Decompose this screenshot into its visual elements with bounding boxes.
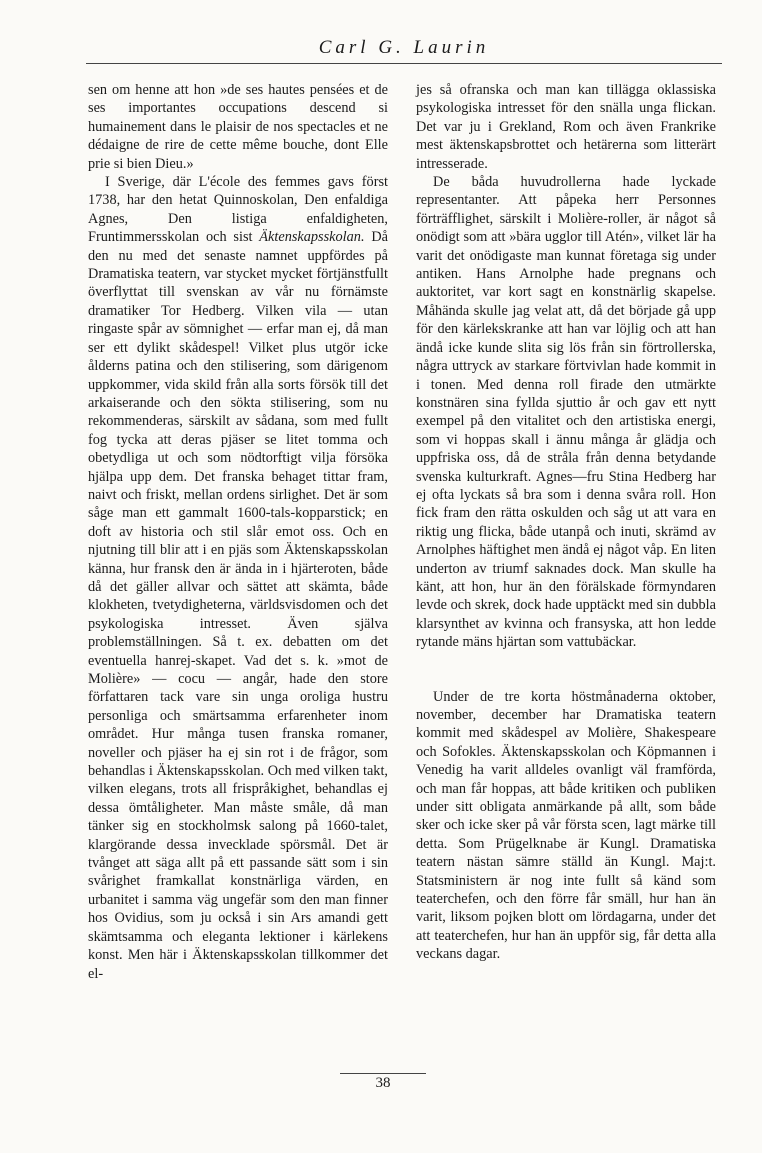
left-paragraph-2-text-a: I Sverige, där L'école des femmes gavs först 1738, har den hetat Quinnoskolan, Den enfaldiga Agnes, Den listiga enfaldigheten, Fruntimmersskolan och sist [88,174,388,246]
footer-rule [340,1073,426,1074]
left-paragraph-2 [88,173,388,983]
play-title-emphasis: Äktenskapsskolan. [259,229,365,246]
right-column [416,81,716,964]
right-paragraph-1: jes så ofranska och man kan tillägga oklassiska psykologiska intresset för den snälla unga flickan. Det var ju i Grekland, Rom och även Frankrike mest äktenskapsbrottet och hetärerna som litterärt intresserade. [416,82,716,172]
left-paragraph-2-text-b: Då den nu med det senaste namnet uppfördes på Dramatiska teatern, var stycket mycket förtjänstfullt överflyttat till svenskan av vår nu förnämste dramatiker Tor Hedberg. Vilken vila — utan ringaste spår av sömnighet — erfar man ej, då man ser ett dylikt skådespel! Vilket plus utgör icke ålderns patina och den stilisering, som därigenom uppkommer, vida skild från alla sorts försök till det arkaiserande och den sökta stilisering, som nu rekommenderas, särskilt av sådana, som med fullt fog tycka att deras pjäser se litet tomma och obetydliga ut och som nödtorftigt vilja försöka hjälpa upp dem. Det franska behaget tittar fram, naivt och friskt, mellan ordens sirlighet. Det är som såge man ett gammalt 1600-tals-kopparstick; en doft av historia och stil slår emot oss. Och en njutning till blir att i en pjäs som Äktenskapsskolan känna, hur fransk den är ända in i hjärteroten, både då det gäller allvar och sättet att skämta, både klokheten, tvetydigheterna, världsvisdomen och det psykologiska intresset. Även själva problemställningen. Så t. ex. debatten om det eventuella hanrej-skapet. Vad det s. k. »mot de Molière» — cocu — angår, hade den store författaren tack vare sin unga oroliga hustru personliga och smärtsamma erfarenheter inom området. Hur många tusen franska romaner, noveller och pjäser ha ej sin rot i de frågor, som behandlas i Äktenskapsskolan. Och med vilken takt, vilken elegans, trots all frispråkighet, behandlas ej dessa ömtåligheter. Man måste småle, då man tänker sig en stockholmsk salong på 1660-talet, klargörande dessa invecklade spörsmål. Det är tvånget att säga allt på ett passande sätt som i sin svårighet framkallat konstnärliga värden, en urbanitet i samma väg ungefär som den man finner hos Ovidius, som ju också i sin Ars amandi gett skämtsamma och eleganta lektioner i kärlekens konst. Men här i Äktenskapsskolan tillkommer det el- [88,229,388,982]
page-number: 38 [375,1075,391,1091]
left-column [88,81,388,983]
header-rule [86,63,722,64]
running-head-author: Carl G. Laurin [318,37,490,58]
right-paragraph-3: Under de tre korta höstmånaderna oktober, november, december har Dramatiska teatern kommit med skådespel av Molière, Shakespeare och Sofokles. Äktenskapsskolan och Köpmannen i Venedig ha varit alldeles ovanligt väl framförda, och man får hoppas, att både kritiken och publiken under sitt obligata anmärkande på allt, som både sker och icke sker på vår första scen, lagt märke till detta. Som Prügelknabe är Kungl. Dramatiska teatern nästan sämre ställd än Kungl. Maj:t. Statsministern är nog inte fullt så känd som teaterchefen, och den förre får smäll, hur han än varit, liksom pojken blott om lördagarna, under det att teaterchefen, hur han än uppför sig, får detta alla veckans dagar. [416,688,716,963]
left-paragraph-1: sen om henne att hon »de ses hautes pensées et de ses importantes occupations descend si humainement dans le plaisir de nos spectacles et ne dédaigne de rire de cette même bouche, dont Elle prie si bien Dieu.» [88,82,388,172]
right-paragraph-2: De båda huvudrollerna hade lyckade representanter. Att påpeka herr Personnes förträfflighet, särskilt i Molière-roller, är något så onödigt som att »bära ugglor till Atén», vilket lär ha varit det onödigaste man kunnat företaga sig under antiken. Hans Arnolphe hade pregnans och auktoritet, var kort sagt en konstnärlig skapelse. Måhända skulle jag velat att, då det började gå upp för den kärlekskranke att han var löjlig och att han ändå icke kunde slita sig lös från sin förtrollerska, några uttryck av starkare förtvivlan hade kommit in i tonen. Med denna roll firade den utmärkte konstnären sina fyllda sjuttio år och gav ett nytt exempel på den vitalitet och den artistiska energi, som vi hoppas skall i ännu många år glädja och uppfriska oss, då de stråla från denna betydande svenska kulturkraft. Agnes—fru Stina Hedberg har ej ofta lyckats så bra som i denna svåra roll. Hon fick fram den rätta oskulden och såg ut att vara en riktig ung flicka, både utanpå och inuti, skrämd av Arnolphes häftighet men ändå ej något våp. En liten underton av triumf saknades dock. Man skulle ha känt, att hon, hur än den förälskade förmyndaren levde och skrek, dock hade upptäckt med sin dubbla klarsynthet av kvinna och fransyska, att hon ledde rytande mäns hjärtan som vattubäckar. [416,174,716,651]
